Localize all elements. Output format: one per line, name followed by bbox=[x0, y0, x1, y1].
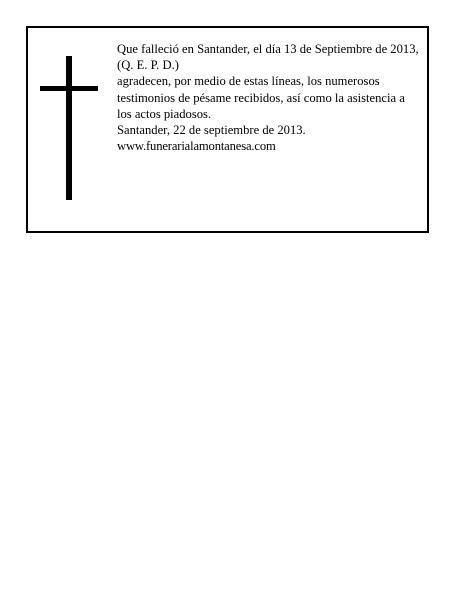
notice-text bbox=[117, 41, 422, 154]
cross-horizontal-bar bbox=[40, 86, 98, 91]
cross-icon bbox=[40, 56, 98, 200]
gratitude-paragraph: agradecen, por medio de estas líneas, los numerosos testimonios de pésame recibidos, así como la asistencia a los actos piadosos. bbox=[117, 74, 405, 121]
funeral-home-website-link[interactable]: www.funerarialamontanesa.com bbox=[117, 139, 276, 154]
death-announcement-line: Que falleció en Santander, el día 13 de Septiembre de 2013, bbox=[117, 42, 419, 56]
place-date-line: Santander, 22 de septiembre de 2013. bbox=[117, 123, 306, 138]
obituary-notice bbox=[26, 26, 429, 233]
cross-vertical-bar bbox=[66, 56, 72, 200]
rip-line: (Q. E. P. D.) bbox=[117, 58, 179, 73]
